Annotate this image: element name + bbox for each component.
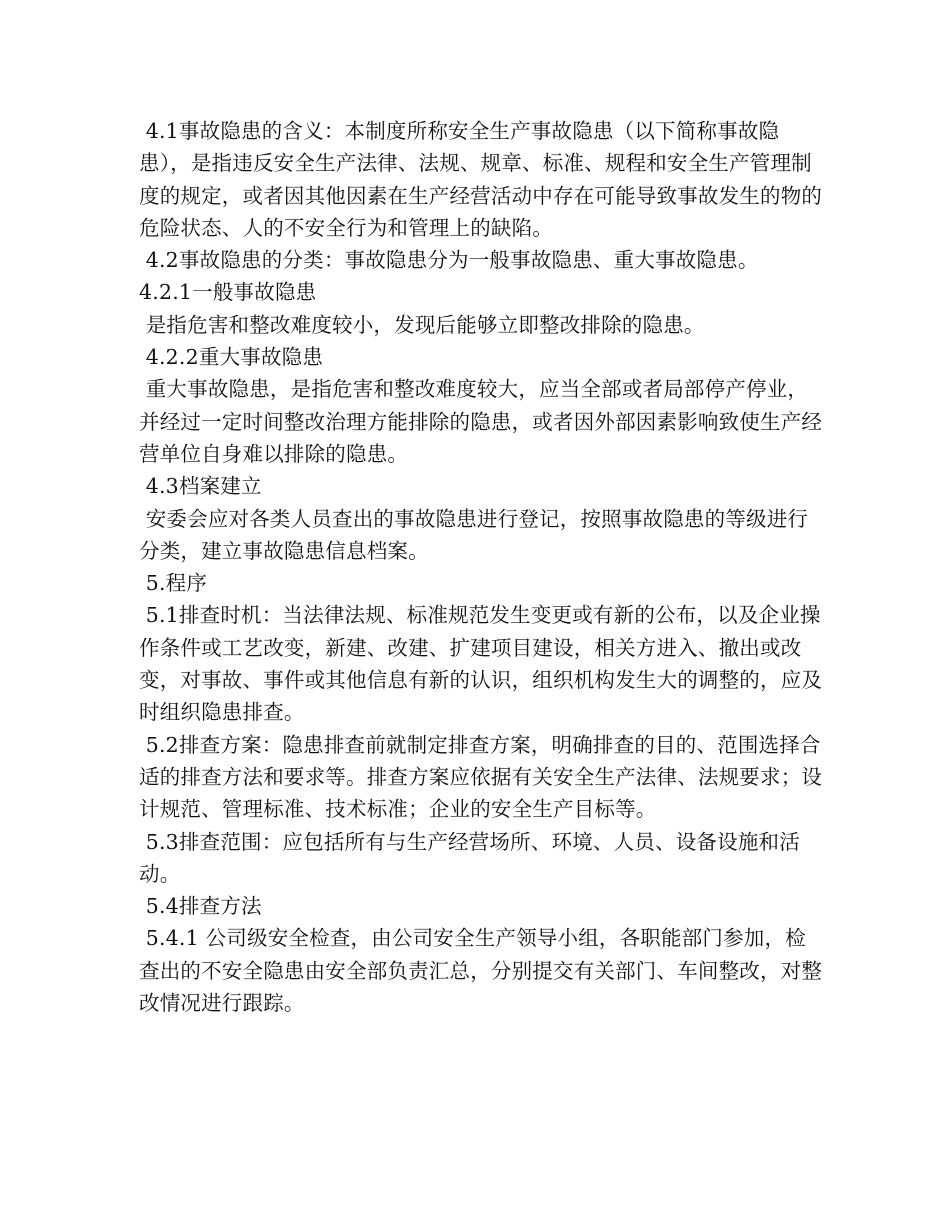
paragraph-5-3: 5.3排查范围：应包括所有与生产经营场所、环境、人员、设备设施和活动。 (139, 829, 800, 886)
paragraph-4-3-text: 安委会应对各类人员查出的事故隐患进行登记，按照事故隐患的等级进行分类，建立事故隐患信息档案。 (139, 506, 809, 563)
heading-4-2-1: 4.2.1一般事故隐患 (139, 280, 317, 305)
paragraph-4-2-classification: 4.2事故隐患的分类：事故隐患分为一般事故隐患、重大事故隐患。 (139, 248, 759, 273)
paragraph-5-4-1: 5.4.1 公司级安全检查，由公司安全生产领导小组，各职能部门参加，检查出的不安全隐患由安全部负责汇总，分别提交有关部门、车间整改，对整改情况进行跟踪。 (139, 926, 823, 1016)
paragraph-4-2-2-text: 重大事故隐患，是指危害和整改难度较大，应当全部或者局部停产停业，并经过一定时间整改治理方能排除的隐患，或者因外部因素影响致使生产经营单位自身难以排除的隐患。 (139, 377, 823, 466)
paragraph-5-1: 5.1排查时机：当法律法规、标准规范发生变更或有新的公布，以及企业操作条件或工艺改变，新建、改建、扩建项目建设，相关方进入、撤出或改变，对事故、事件或其他信息有新的认识，组织机构发生大的调整的，应及时组织隐患排查。 (139, 603, 823, 725)
heading-4-2-2: 4.2.2重大事故隐患 (139, 345, 324, 370)
paragraph-4-1-definition: 4.1事故隐患的含义：本制度所称安全生产事故隐患（以下简称事故隐患），是指违反安全生产法律、法规、规章、标准、规程和安全生产管理制度的规定，或者因其他因素在生产经营活动中存在可能导致事故发生的物的危险状态、人的不安全行为和管理上的缺陷。 (139, 119, 823, 240)
paragraph-5-2: 5.2排查方案：隐患排查前就制定排查方案，明确排查的目的、范围选择合适的排查方法和要求等。排查方案应依据有关安全生产法律、法规要求；设计规范、管理标准、技术标准；企业的安全生产目标等。 (139, 732, 823, 822)
heading-5-4: 5.4排查方法 (139, 894, 262, 919)
heading-5: 5.程序 (139, 571, 208, 596)
heading-4-3: 4.3档案建立 (139, 474, 262, 499)
paragraph-4-2-1-text: 是指危害和整改难度较小，发现后能够立即整改排除的隐患。 (139, 312, 705, 337)
document-body (139, 115, 823, 1019)
